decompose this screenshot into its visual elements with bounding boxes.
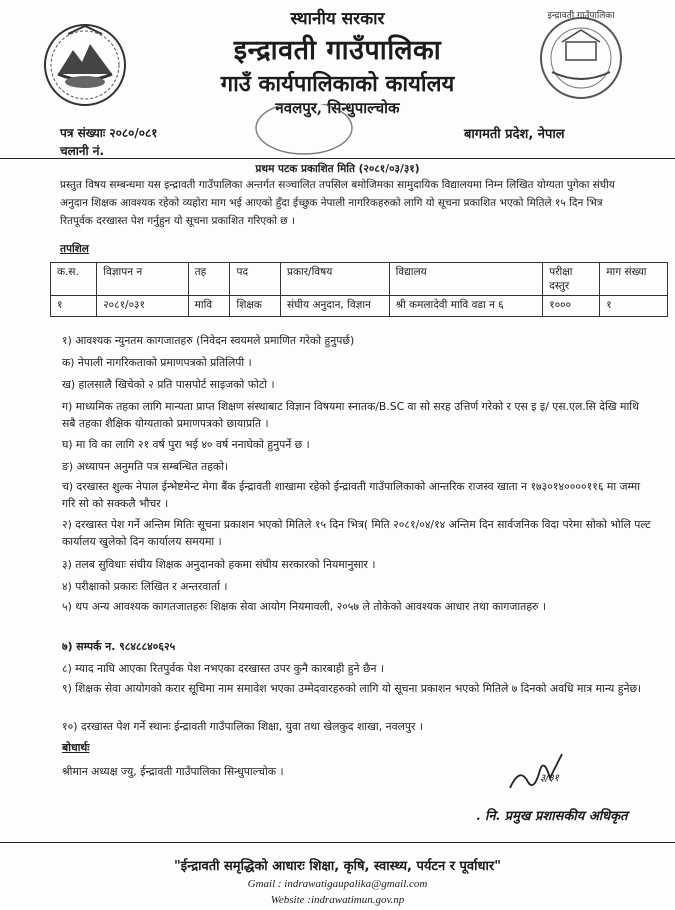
local-gov-label: स्थानीय सरकार [290, 9, 385, 29]
list-item: च) दरखास्त शुल्क नेपाल ईन्भेष्टमेन्ट मेगा बैंक ईन्द्रावती शाखामा रहेको ईन्द्रावती गाउँपालिकाको आन्तरिक राजस्व खाता न १७३०१४००००११६ मा जम्मा गरि सो को सक्कलै भौचर । [62, 480, 641, 510]
table-header: प्रकार/विषय [281, 263, 390, 296]
list-item: १०) दरखास्त पेश गर्ने स्थानः ईन्द्रावती गाउँपालिका शिक्षा, युवा तथा खेलकुद शाखा, नवलपुर । [62, 720, 423, 733]
office-location: नवलपुर, सिन्धुपाल्चोक [275, 99, 400, 117]
municipality-name: इन्द्रावती गाउँपालिका [233, 35, 442, 66]
footer-website: Website :indrawatimun.gov.np [270, 894, 405, 906]
table-cell: संघीय अनुदान, विज्ञान [281, 296, 390, 317]
list-item: ९) शिक्षक सेवा आयोगको करार सूचिमा नाम समावेश भएका उम्मेदवारहरुको लागि यो सूचना प्रकाशन भएको मितिले ७ दिनको अवधि मात्र मान्य हुनेछ। [62, 682, 642, 695]
table-cell: १ [600, 296, 668, 317]
table-header: परीक्षा दस्तुर [543, 263, 600, 296]
footer-gmail: Gmail : indrawatigaupalika@gmail.com [247, 878, 428, 890]
bodharth-label: बोधार्थः [62, 741, 90, 754]
list-item: १) आवश्यक न्युनतम कागजातहरु (निवेदन स्वयमले प्रमाणित गरेको हुनुपर्छ) [62, 334, 355, 347]
table-header: पद [230, 263, 281, 296]
table-header: माग संख्या [600, 263, 668, 296]
dispatch-number: चलानी नं. [60, 144, 105, 158]
table-header: विद्यालय [389, 263, 543, 296]
reference-number: पत्र संख्याः २०८०/०८१ [60, 126, 158, 140]
province-label: बागमती प्रदेश, नेपाल [464, 127, 565, 142]
vacancy-table [50, 262, 668, 317]
office-stamp-icon [252, 104, 356, 160]
table-cell: १ [51, 296, 97, 317]
table-cell: श्री कमलादेवी मावि वडा न ६ [389, 296, 543, 317]
table-header: क.स. [51, 263, 97, 296]
svg-text:इन्द्रावती गाउँपालिका: इन्द्रावती गाउँपालिका [547, 11, 615, 21]
list-item: ख) हालसालै खिचेको २ प्रति पासपोर्ट साइजको फोटो । [62, 378, 275, 391]
signatory-title: . नि. प्रमुख प्रशासकीय अधिकृत [476, 809, 628, 824]
list-item: ८) म्याद नाघि आएका रितपुर्वक पेश नभएका दरखास्त उपर कुनै कारबाही हुने छैन । [62, 662, 384, 675]
bodharth-recipient: श्रीमान अध्यक्ष ज्यु, ईन्द्रावती गाउँपालिका सिन्धुपाल्चोक । [62, 765, 284, 778]
signature-date: ३/३१ [540, 773, 559, 784]
list-item: ङ) अध्यापन अनुमति पत्र सम्बन्धित तहको। [62, 460, 229, 473]
list-item: ५) थप अन्य आवश्यक कागतजातहरुः शिक्षक सेवा आयोग नियमावली, २०५७ ले तोकेको आवश्यक आधार तथा कागजातहरु । [62, 600, 547, 613]
office-name: गाउँ कार्यपालिकाको कार्यालय [220, 71, 455, 97]
table-cell: शिक्षक [230, 296, 281, 317]
list-item: ७) सम्पर्क न. ९८४८८४०६२५ [62, 640, 176, 653]
notice-intro: प्रस्तुत विषय सम्बन्धमा यस इन्द्रावती गाउँपालिका अन्तर्गत सञ्चालित तपसिल बमोजिमका सामुदायिक विद्यालयमा निम्न लिखित योग्यता पुगेका संघीय अनुदान शिक्षक आवश्यक रहेको व्यहोरा माग भई आएको हुँदा ईच्छुक नेपाली नागरिकहरुको लागि यो सूचना प्रकाशित भएको मितिले १५ दिन भित्र रितपूर्वक दरखास्त पेश गर्नुहुन यो सूचना प्रकाशित गरिएको छ । [60, 179, 615, 227]
table-cell: २०८१/०३१ [97, 296, 188, 317]
header-divider [0, 158, 675, 159]
footer-slogan: "ईन्द्रावती समृद्धिको आधारः शिक्षा, कृषि, स्वास्थ्य, पर्यटन र पूर्वाधार" [174, 859, 501, 874]
list-item: क) नेपाली नागरिकताको प्रमाणपत्रको प्रतिलिपी । [62, 356, 252, 369]
table-header: तह [188, 263, 230, 296]
footer-divider [0, 842, 675, 843]
tapsil-label: तपशिल [60, 243, 89, 255]
table-cell: मावि [188, 296, 230, 317]
list-item: ४) परीक्षाको प्रकारः लिखित र अन्तरवार्ता । [62, 580, 228, 593]
published-date: प्रथम पटक प्रकाशित मिति (२०८१/०३/३१) [255, 163, 420, 175]
table-row [51, 296, 668, 317]
table-header: विज्ञापन न [97, 263, 188, 296]
list-item: २) दरखास्त पेश गर्ने अन्तिम मितिः सूचना प्रकाशन भएको मितिले १५ दिन भित्र( मिति २०८१/०४/१४ अन्तिम दिन सार्वजनिक विदा परेमा सोको भोलि पल्ट कार्यालय खुलेको दिन कार्यालय समयमा । [62, 518, 651, 548]
table-cell: १००० [543, 296, 600, 317]
list-item: ग) माध्यमिक तहका लागि मान्यता प्राप्त शिक्षण संस्थाबाट विज्ञान विषयमा स्नातक/B.SC वा सो सरह उत्तिर्ण गरेको र एस इ इ/ एस.एल.सि देखि माथि सबै तहका शैक्षिक योग्यताको प्रमाणपत्रको छायाप्रति । [62, 400, 639, 430]
list-item: ३) तलब सुविधाः संघीय शिक्षक अनुदानको हकमा संघीय सरकारको नियमानुसार । [62, 558, 376, 571]
table-header-row [51, 263, 668, 296]
list-item: घ) मा वि का लागि २१ वर्ष पुरा भई ४० वर्ष ननाघेको हुनुपर्ने छ । [62, 438, 310, 451]
